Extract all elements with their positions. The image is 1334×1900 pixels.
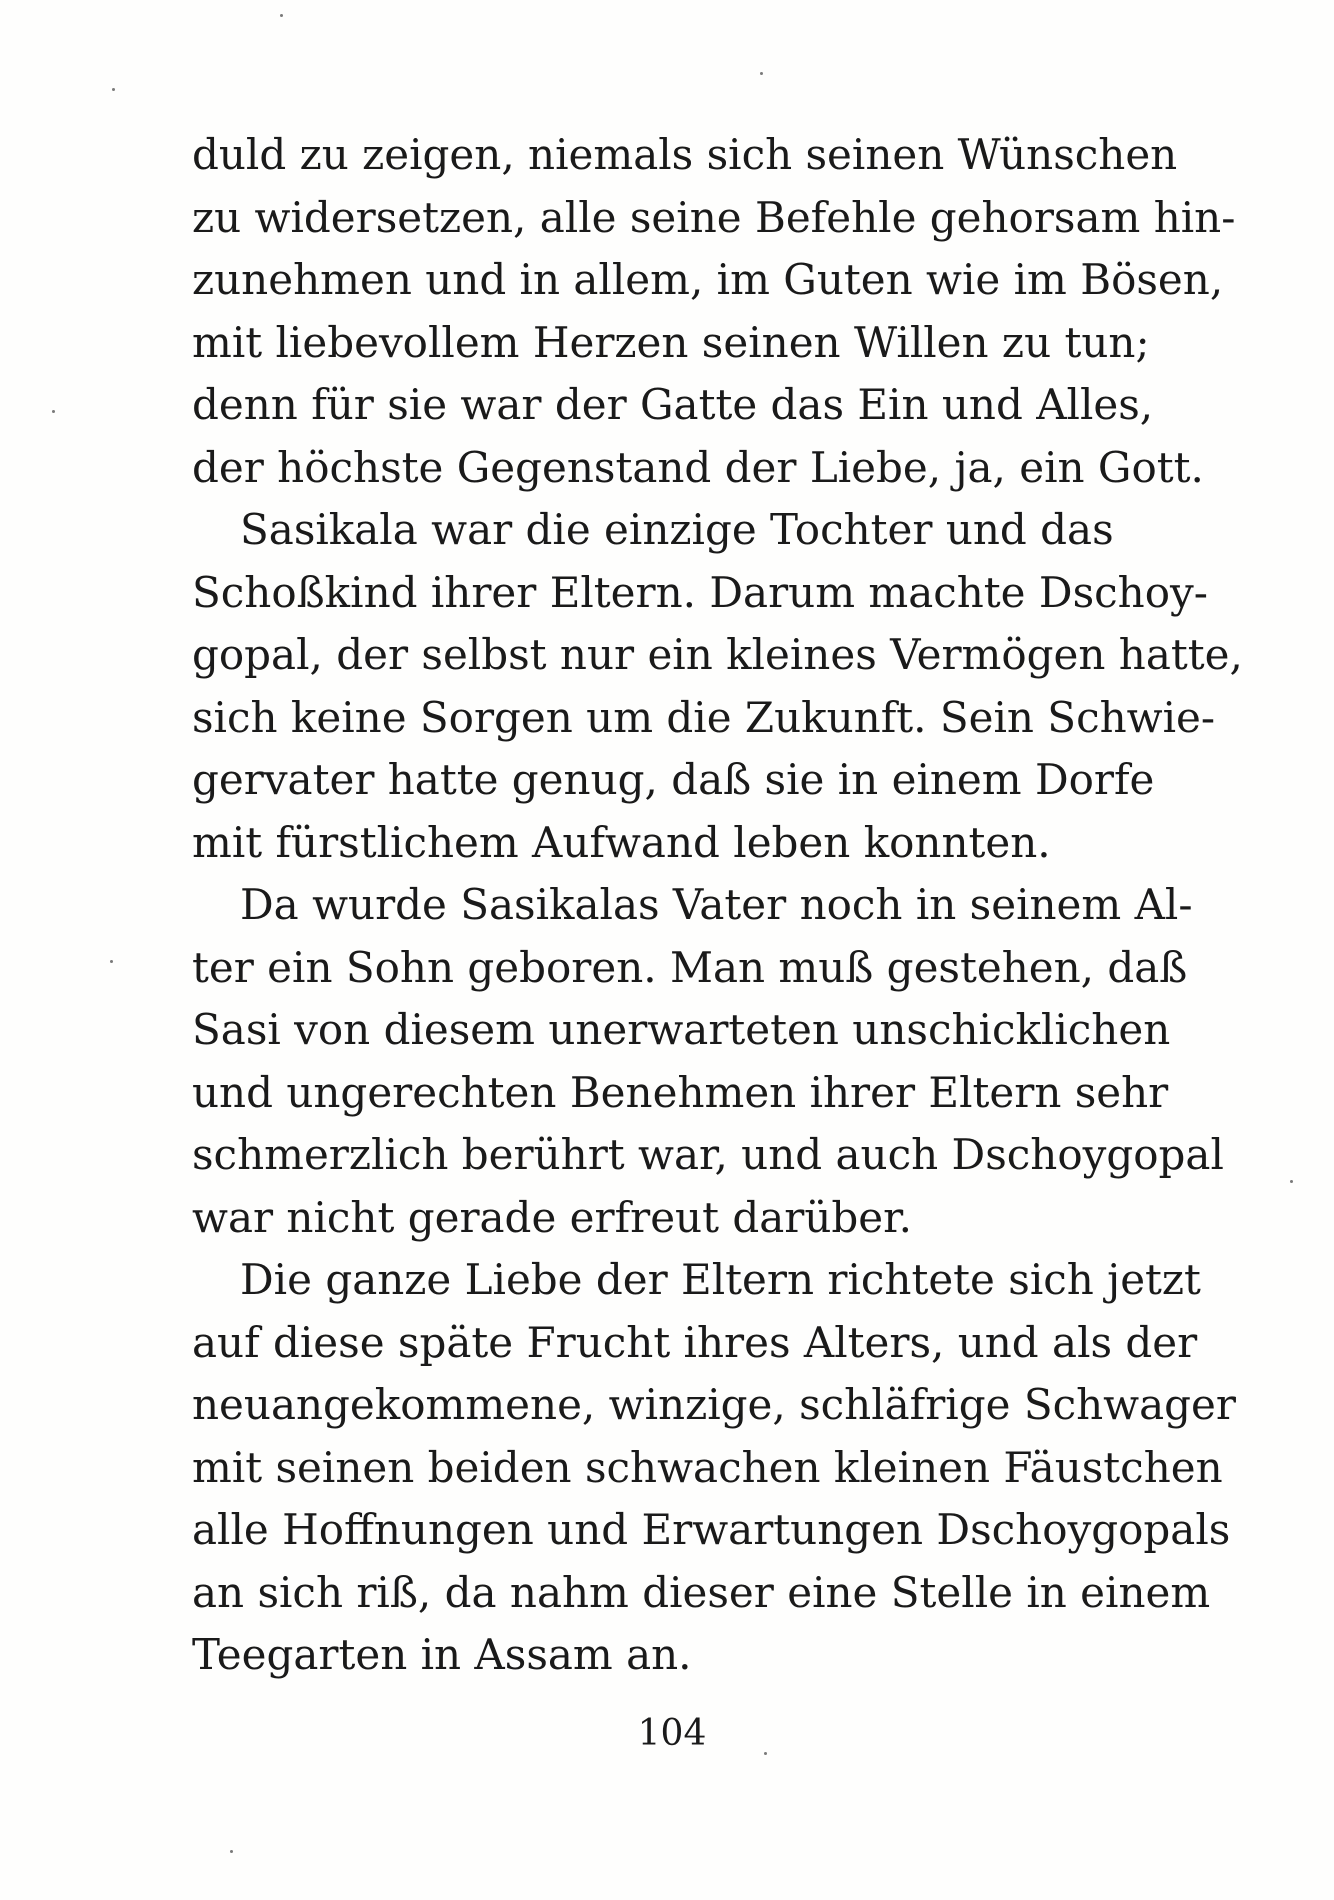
- text-line: alle Hoffnungen und Erwartungen Dschoygopals: [192, 1505, 1231, 1554]
- text-line: Teegarten in Assam an.: [192, 1630, 692, 1679]
- text-line: Sasi von diesem unerwarteten unschicklichen: [192, 1005, 1171, 1054]
- text-line: gopal, der selbst nur ein kleines Vermögen hatte,: [192, 630, 1243, 679]
- scan-speck: [280, 14, 283, 17]
- text-line: an sich riß, da nahm dieser eine Stelle in einem: [192, 1567, 1211, 1617]
- text-line: zu widersetzen, alle seine Befehle gehorsam hin-: [192, 192, 1236, 242]
- scan-speck: [112, 88, 115, 91]
- scan-speck: [230, 1850, 233, 1853]
- text-line: der höchste Gegenstand der Liebe, ja, ein Gott.: [192, 442, 1204, 492]
- text-line: sich keine Sorgen um die Zukunft. Sein Schwie-: [192, 692, 1216, 742]
- text-line: mit seinen beiden schwachen kleinen Fäustchen: [192, 1442, 1223, 1492]
- scan-speck: [764, 1752, 767, 1755]
- text-line: zunehmen und in allem, im Guten wie im Bösen,: [192, 255, 1224, 304]
- text-line: Die ganze Liebe der Eltern richtete sich jetzt: [240, 1255, 1201, 1304]
- text-line: duld zu zeigen, niemals sich seinen Wünschen: [192, 130, 1178, 179]
- scan-speck: [760, 72, 763, 75]
- text-line: ter ein Sohn geboren. Man muß gestehen, daß: [192, 942, 1188, 992]
- text-line: Sasikala war die einzige Tochter und das: [240, 505, 1114, 554]
- text-line: gervater hatte genug, daß sie in einem Dorfe: [192, 755, 1155, 804]
- text-line: mit liebevollem Herzen seinen Willen zu tun;: [192, 317, 1150, 367]
- text-line: mit fürstlichem Aufwand leben konnten.: [192, 817, 1051, 867]
- page-number: 104: [637, 1713, 707, 1754]
- text-line: neuangekommene, winzige, schläfrige Schwager: [192, 1380, 1236, 1429]
- text-line: und ungerechten Benehmen ihrer Eltern sehr: [192, 1067, 1169, 1117]
- scan-speck: [52, 410, 55, 413]
- text-line: Schoßkind ihrer Eltern. Darum machte Dschoy-: [192, 567, 1208, 617]
- text-line: schmerzlich berührt war, und auch Dschoygopal: [192, 1130, 1224, 1179]
- text-line: Da wurde Sasikalas Vater noch in seinem Al-: [240, 880, 1193, 929]
- text-line: auf diese späte Frucht ihres Alters, und als der: [192, 1317, 1198, 1367]
- text-line: war nicht gerade erfreut darüber.: [192, 1192, 912, 1242]
- scan-speck: [110, 960, 113, 963]
- text-line: denn für sie war der Gatte das Ein und Alles,: [192, 380, 1154, 429]
- scan-speck: [1290, 1180, 1293, 1183]
- body-text: [192, 124, 1243, 1687]
